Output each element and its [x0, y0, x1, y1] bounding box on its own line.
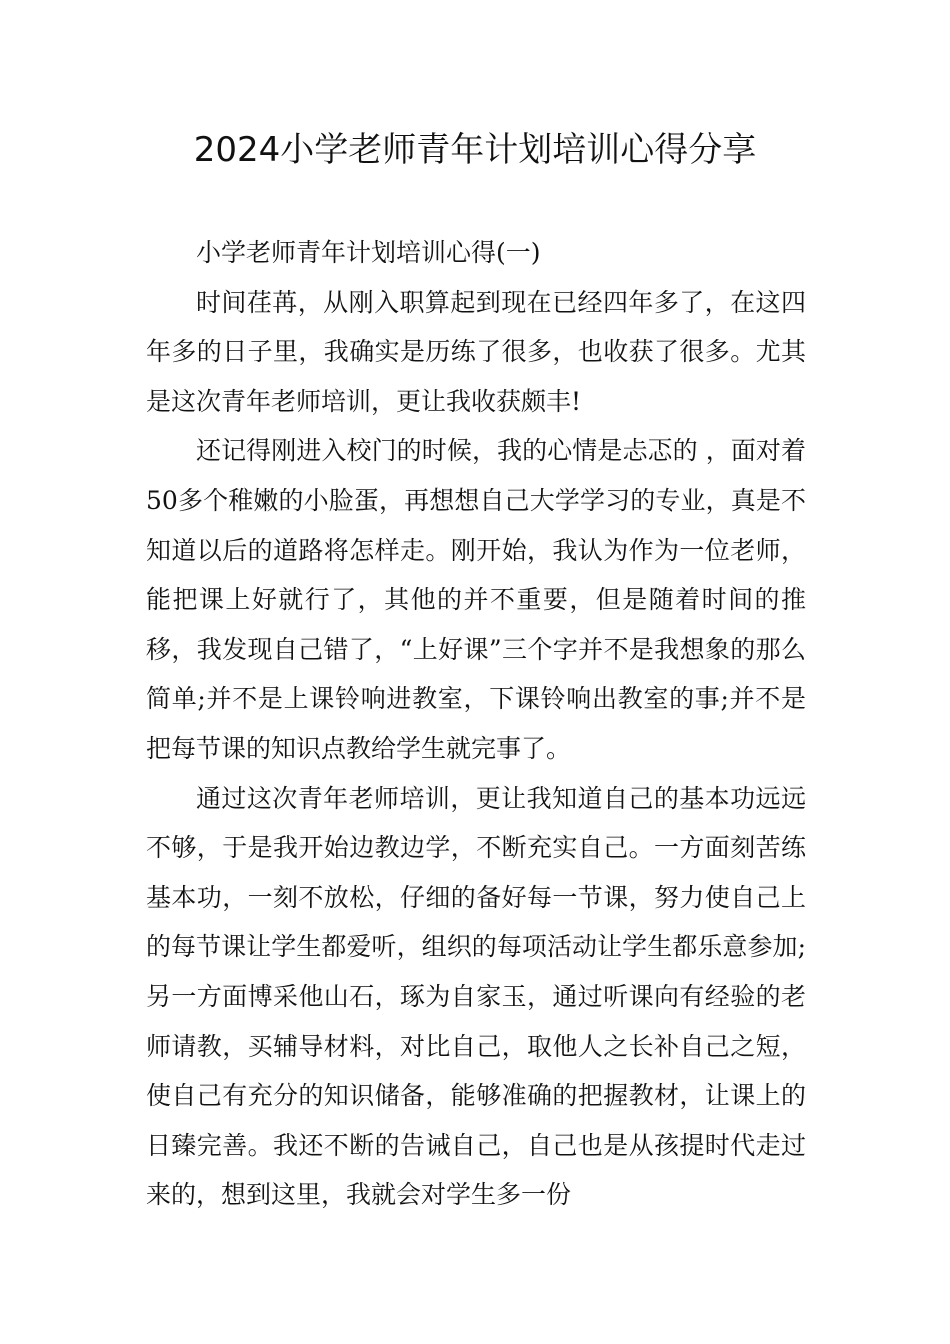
paragraph: 时间荏苒，从刚入职算起到现在已经四年多了，在这四年多的日子里，我确实是历练了很多，也收获了很多。尤其是这次青年老师培训，更让我收获颇丰!: [146, 287, 806, 416]
paragraph: 通过这次青年老师培训，更让我知道自己的基本功远远不够，于是我开始边教边学，不断充实自己。一方面刻苦练基本功，一刻不放松，仔细的备好每一节课，努力使自己上的每节课让学生都爱听，组织的每项活动让学生都乐意参加;另一方面博采他山石，琢为自家玉，通过听课向有经验的老师请教，买辅导材料，对比自己，取他人之长补自己之短，使自己有充分的知识储备，能够准确的把握教材，让课上的日臻完善。我还不断的告诫自己，自己也是从孩提时代走过来的，想到这里，我就会对学生多一份: [146, 783, 806, 1210]
document-body: [146, 228, 806, 1220]
paragraph-subtitle: 小学老师青年计划培训心得(一): [196, 238, 541, 267]
paragraph: 还记得刚进入校门的时候，我的心情是忐忑的 ，面对着50多个稚嫩的小脸蛋，再想想自己大学学习的专业，真是不知道以后的道路将怎样走。刚开始，我认为作为一位老师，能把课上好就行了，其他的并不重要，但是随着时间的推移，我发现自己错了，“上好课”三个字并不是我想象的那么简单;并不是上课铃响进教室，下课铃响出教室的事;并不是把每节课的知识点教给学生就完事了。: [146, 436, 806, 763]
document-title: 2024小学老师青年计划培训心得分享: [193, 130, 757, 170]
